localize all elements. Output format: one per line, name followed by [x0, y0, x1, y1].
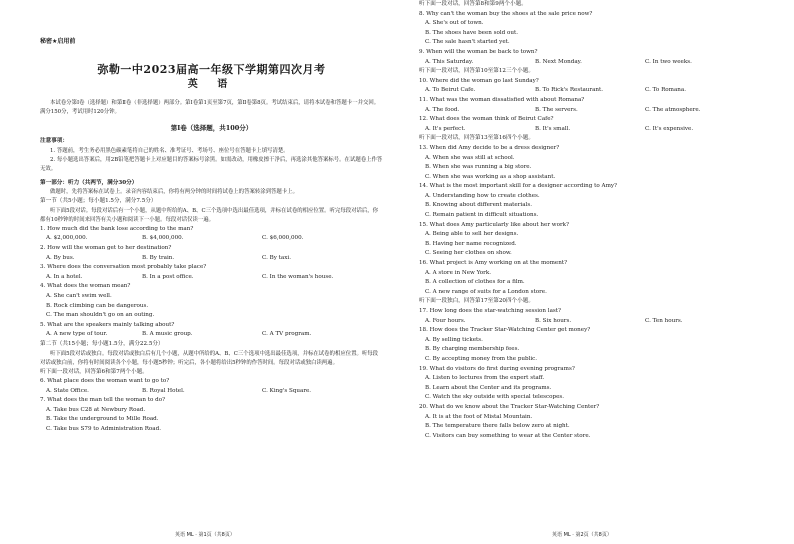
- dialog-13-heading: 听下面一段对话，回答第13至第16四个小题。: [419, 135, 534, 142]
- question-2: 2. How will the woman get to her destination?: [40, 244, 172, 251]
- question-8: 8. Why can't the woman buy the shoes at the sale price now?: [419, 10, 593, 17]
- sec1-instructions: 听下面5段对话。每段对话后有一个小题，从题中所给的A、B、C三个选项中选出最佳选项，并标在试卷的相应位置。听完每段对话后，你都有10秒钟的时间来回答有关小题和阅读下一小题。每段对话仅读一遍。: [40, 207, 379, 223]
- question-17-options: [419, 317, 774, 327]
- option-c: C. By accepting money from the public.: [425, 355, 538, 362]
- option-a: A. She can't swim well.: [46, 292, 112, 299]
- option-c: C. The atmosphere.: [645, 106, 701, 113]
- option-c: C. Ten hours.: [645, 317, 683, 324]
- option-c: C. The sale hasn't started yet.: [425, 39, 510, 46]
- option-a: A. In a hotel.: [46, 273, 83, 280]
- sec2-instructions: 听下面5段对话或独白。每段对话或独白后有几个小题，从题中所给的A、B、C三个选项中选出最佳选项，并标在试卷的相应位置。听每段对话或独白前，你将有时间阅读各个小题，每小题5秒钟；听完后，各小题将给出5秒钟的作答时间。每段对话或独白读两遍。: [40, 350, 379, 366]
- option-b: B. Six hours.: [535, 317, 572, 324]
- option-b: B. The shoes have been sold out.: [425, 29, 519, 36]
- dialog-17-heading: 听下面一段独白，回答第17至第20四个小题。: [419, 298, 534, 305]
- dialog-6-heading: 听下面一段对话，回答第6和第7两个小题。: [40, 368, 148, 375]
- question-3: 3. Where does the conversation most probably take place?: [40, 264, 207, 271]
- option-a: A. Being able to sell her designs.: [425, 231, 519, 238]
- question-11-options: [419, 106, 774, 116]
- question-7: 7. What does the man tell the woman to do?: [40, 397, 166, 404]
- option-c: C. Visitors can buy something to wear at the Center store.: [425, 432, 591, 439]
- question-3-options: [40, 273, 383, 283]
- option-c: C. When she was working as a shop assistant.: [425, 173, 556, 180]
- option-b: B. In a post office.: [142, 273, 194, 280]
- sec2-heading: 第二节（共15小题；每小题1.5分，满分22.5分）: [40, 340, 164, 347]
- question-20: 20. What do we know about the Tracker Star-Watching Center?: [419, 403, 600, 410]
- option-b: B. To Rick's Restaurant.: [535, 87, 604, 94]
- question-13: 13. When did Amy decide to be a dress designer?: [419, 144, 560, 151]
- option-b: B. Having her name recognized.: [425, 240, 517, 247]
- option-c: C. Remain patient in difficult situations.: [425, 212, 539, 219]
- question-16: 16. What project is Amy working on at the moment?: [419, 260, 568, 267]
- question-5-options: [40, 330, 383, 340]
- option-a: A. When she was still at school.: [425, 154, 515, 161]
- question-19: 19. What do visitors do first during evening programs?: [419, 365, 575, 372]
- question-1: 1. How much did the bank lose according to the man?: [40, 225, 194, 232]
- question-6: 6. What place does the woman want to go to?: [40, 378, 170, 385]
- dialog-8-heading: 听下面一段对话，回答第8和第9两个小题。: [419, 1, 527, 7]
- option-c: C. Watch the sky outside with special telescopes.: [425, 394, 565, 401]
- option-a: A. Four hours.: [425, 317, 466, 324]
- option-c: C. A TV program.: [262, 331, 312, 338]
- option-c: C. A new range of suits for a London store.: [425, 288, 547, 295]
- sec1-heading: 第一节（共5小题；每小题1.5分，满分7.5分）: [40, 198, 157, 205]
- option-a: A. The food.: [425, 106, 460, 113]
- question-1-options: [40, 234, 383, 244]
- exam-intro: 本试卷分第Ⅰ卷（选择题）和第Ⅱ卷（非选择题）两部分。第Ⅰ卷第1页至第7页，第Ⅱ卷第8页。考试结束后，请将本试卷和答题卡一并交回。满分150分，考试用时120分钟。: [40, 100, 380, 115]
- exam-title: 弥勒一中2023届高一年级下学期第四次月考: [97, 63, 326, 76]
- dialog-10-heading: 听下面一段对话，回答第10至第12三个小题。: [419, 68, 534, 75]
- question-14: 14. What is the most important skill for a designer according to Amy?: [419, 183, 618, 190]
- option-b: B. Knowing about different materials.: [425, 202, 532, 209]
- option-b: B. Learn about the Center and its programs.: [425, 384, 552, 391]
- question-10-options: [419, 86, 774, 96]
- part1-heading: 第Ⅰ卷（选择题，共100分）: [170, 124, 253, 132]
- option-a: A. She's out of town.: [425, 20, 484, 27]
- section1-intro: 做题时，先将答案标在试卷上。录音内容结束后，你将有两分钟的时间将试卷上的答案转涂到答题卡上。: [50, 189, 298, 196]
- option-a: A. Take bus C28 at Newbury Road.: [46, 406, 146, 413]
- option-a: A. It's perfect.: [425, 125, 466, 132]
- notice-1: 1. 答题前，考生务必用黑色碳素笔将自己的姓名、准考证号、考场号、座位号在答题卡上填写清楚。: [50, 147, 289, 154]
- question-9: 9. When will the woman be back to town?: [419, 48, 538, 55]
- notice-heading: 注意事项：: [40, 138, 68, 144]
- question-17: 17. How long does the star-watching session last?: [419, 308, 562, 314]
- option-c: C. King's Square.: [262, 387, 312, 394]
- subject-title: 英 语: [187, 79, 236, 90]
- question-2-options: [40, 254, 383, 264]
- question-4: 4. What does the woman mean?: [40, 283, 131, 290]
- question-6-options: [40, 387, 383, 397]
- option-a: A. By bus.: [46, 254, 75, 261]
- option-c: C. Seeing her clothes on show.: [425, 250, 512, 257]
- option-b: B. Rock climbing can be dangerous.: [46, 302, 149, 309]
- option-c: C. In the woman's house.: [262, 273, 334, 280]
- option-b: B. By train.: [142, 254, 175, 261]
- option-a: A. $2,000,000.: [46, 235, 88, 242]
- question-18: 18. How does the Tracker Star-Watching Center get money?: [419, 327, 591, 334]
- option-c: C. By taxi.: [262, 254, 291, 261]
- question-11: 11. What was the woman dissatisfied with about Romana?: [419, 96, 585, 103]
- option-b: B. A music group.: [142, 331, 193, 338]
- option-b: B. By charging membership fees.: [425, 346, 520, 353]
- question-9-options: [419, 58, 774, 68]
- section1-heading: 第一部分：听力（共两节，满分30分）: [40, 179, 138, 186]
- option-b: B. The temperature there falls below zero at night.: [425, 423, 570, 430]
- option-b: B. A collection of clothes for a film.: [425, 279, 525, 286]
- option-a: A. This Saturday.: [425, 58, 474, 65]
- page-footer-left: 英语 ML · 第1页（共8页）: [175, 532, 235, 538]
- option-a: A. To Beirut Cafe.: [425, 87, 476, 94]
- option-c: C. In two weeks.: [645, 58, 692, 65]
- question-12: 12. What does the woman think of Beirut Cafe?: [419, 116, 554, 123]
- option-a: A. Understanding how to create clothes.: [425, 192, 540, 199]
- option-c: C. Take bus S79 to Administration Road.: [46, 426, 161, 433]
- option-c: C. $6,000,000.: [262, 235, 304, 242]
- option-b: B. When she was running a big store.: [425, 164, 532, 171]
- right-page: [397, 0, 794, 544]
- option-c: C. It's expensive.: [645, 125, 694, 132]
- question-15: 15. What does Amy particularly like about her work?: [419, 221, 570, 228]
- question-12-options: [419, 125, 774, 135]
- option-b: B. $4,000,000.: [142, 235, 184, 242]
- option-a: A. State Office.: [46, 387, 89, 394]
- option-a: A. A new type of tour.: [46, 331, 108, 338]
- question-5: 5. What are the speakers mainly talking about?: [40, 321, 175, 328]
- option-a: A. A store in New York.: [425, 269, 492, 276]
- page-footer-right: 英语 ML · 第2页（共8页）: [552, 532, 612, 538]
- option-a: A. By selling tickets.: [425, 336, 483, 343]
- option-a: A. It is at the foot of Mistal Mountain.: [425, 413, 533, 420]
- option-c: C. The man shouldn't go on an outing.: [46, 312, 155, 319]
- question-10: 10. Where did the woman go last Sunday?: [419, 77, 539, 84]
- option-b: B. Take the underground to Mille Road.: [46, 416, 159, 423]
- option-b: B. Royal Hotel.: [142, 387, 185, 394]
- option-b: B. The servers.: [535, 106, 578, 113]
- option-a: A. Listen to lectures from the expert staff.: [425, 375, 545, 382]
- option-b: B. It's small.: [535, 125, 571, 132]
- notice-2: 2. 每小题选出答案后，用2B铅笔把答题卡上对应题目的答案标号涂黑。如需改动，用橡皮擦干净后，再选涂其他答案标号。在试题卷上作答无效。: [40, 156, 383, 172]
- option-b: B. Next Monday.: [535, 58, 582, 65]
- confidential-label: 秘密★启用前: [40, 38, 76, 45]
- option-c: C. To Romana.: [645, 87, 687, 94]
